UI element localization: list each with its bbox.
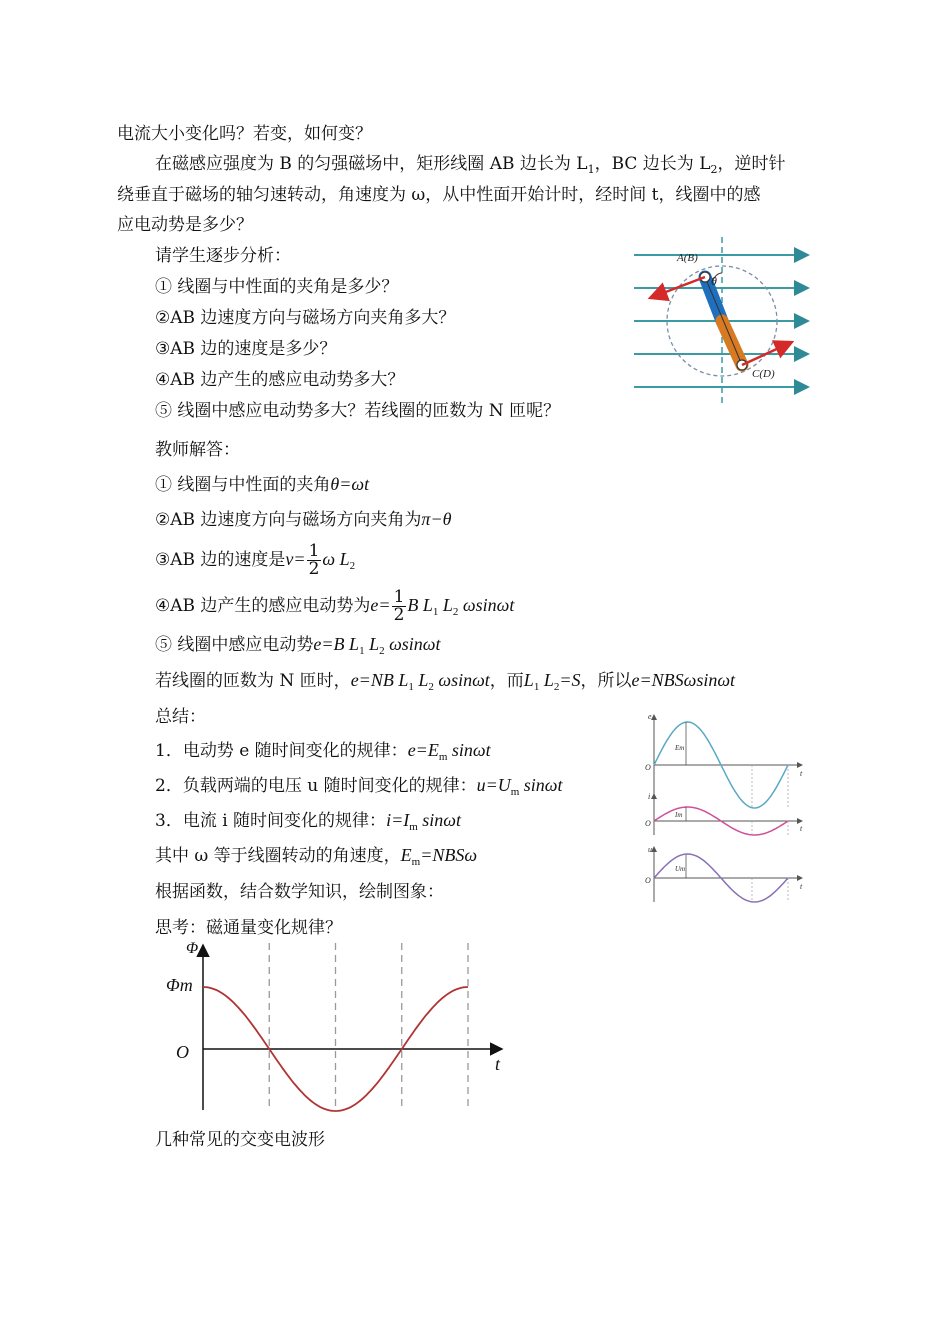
summary-item-2: 2．负载两端的电压 u 随时间变化的规律：$u=U_m$ sinωt [155, 775, 563, 798]
summary-item-3: 3．电流 i 随时间变化的规律：$i=I_m$ sinωt [155, 810, 461, 833]
coil-rotation-diagram [630, 235, 815, 410]
flux-chart [160, 935, 520, 1120]
flux-max-label: Φm [166, 975, 193, 995]
intro-paragraph-line3: 应电动势是多少？ [117, 215, 253, 235]
e-origin-label: O [645, 763, 651, 772]
flux-x-label: t [495, 1054, 501, 1074]
n-turn-statement: 若线圈的匝数为 N 匝时，e=NB $L_1$ $L_2$ ωsinωt，而$L_1$ $L_2=S$，所以e=NBSωsinωt [155, 670, 736, 693]
label-theta: θ [711, 274, 717, 288]
summary-item-5: 根据函数，结合数学知识，绘制图象： [155, 882, 444, 902]
analysis-item: ②AB 边速度方向与磁场方向夹角多大？ [155, 308, 456, 328]
i-im-label: Im [675, 811, 683, 819]
teacher-answer-4: ④AB 边产生的感应电动势为e= $\frac{1}{2}$ B $L_1$ $L_2$ ωsinωt [155, 587, 515, 625]
e-em-label: Em [675, 744, 685, 752]
label-cd: C(D) [752, 368, 775, 380]
e-t-label: t [800, 769, 803, 778]
summary-item-1: 1．电动势 e 随时间变化的规律：$e=E_m$ sinωt [155, 740, 491, 763]
u-t-label: t [800, 882, 803, 891]
e-axis-label: e [648, 712, 652, 721]
summary-item-4: 其中 ω 等于线圈转动的角速度，$E_m=NBS\omega$ [155, 845, 478, 868]
u-origin-label: O [645, 876, 651, 885]
teacher-answer-1: ① 线圈与中性面的夹角θ=ωt [155, 474, 370, 495]
think-question: 思考：磁通量变化规律？ [155, 918, 342, 938]
analysis-item: ⑤ 线圈中感应电动势多大？若线圈的匝数为 N 匝呢？ [155, 401, 561, 421]
i-origin-label: O [645, 819, 651, 828]
flux-origin-label: O [176, 1042, 189, 1062]
intro-paragraph-line2: 绕垂直于磁场的轴匀速转动，角速度为 ω，从中性面开始计时，经时间 t，线圈中的感 [117, 185, 761, 205]
intro-question: 电流大小变化吗？若变，如何变？ [117, 124, 372, 144]
analysis-item: ④AB 边产生的感应电动势多大？ [155, 370, 405, 390]
teacher-answer-3: ③AB 边的速度是v= $\frac{1}{2}$ ω $L_2$ [155, 541, 356, 579]
u-axis-label: u [648, 845, 652, 854]
label-ab: A(B) [677, 252, 698, 264]
analysis-item: ③AB 边的速度是多少？ [155, 339, 337, 359]
i-t-label: t [800, 824, 803, 833]
teacher-answer-2: ②AB 边速度方向与磁场方向夹角为π−θ [155, 509, 452, 530]
summary-heading: 总结： [155, 707, 206, 727]
intro-paragraph-line1: 在磁感应强度为 B 的匀强磁场中，矩形线圈 AB 边长为 $L_1$，BC 边长为 $L_2$，逆时针 [155, 154, 786, 176]
flux-y-label: Φ [186, 940, 199, 957]
teacher-answer-5: ⑤ 线圈中感应电动势e=B $L_1$ $L_2$ ωsinωt [155, 634, 441, 657]
analysis-item: ① 线圈与中性面的夹角是多少？ [155, 277, 399, 297]
u-um-label: Um [675, 865, 686, 873]
i-axis-label: i [648, 792, 651, 801]
closing-caption: 几种常见的交变电波形 [155, 1130, 325, 1150]
teacher-heading: 教师解答： [155, 440, 240, 460]
small-waveform-graphs [640, 710, 810, 905]
analysis-heading: 请学生逐步分析： [155, 246, 291, 266]
